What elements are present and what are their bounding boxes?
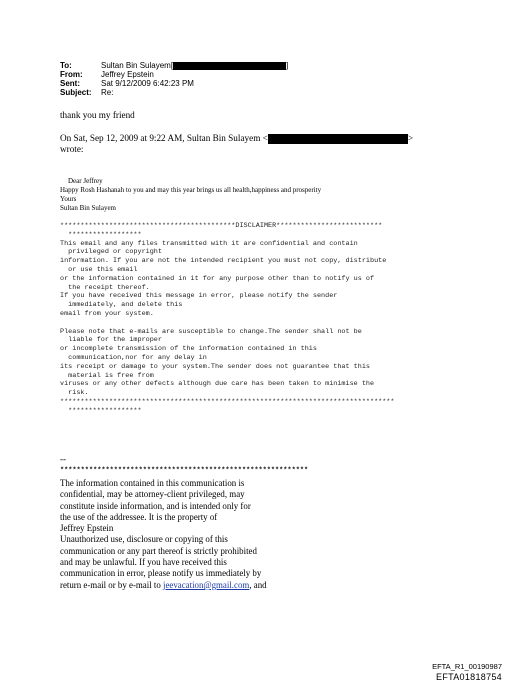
disclaimer-line: or incomplete transmission of the information contained in this <box>60 345 317 354</box>
disclaimer-line: ********************************************************************************** <box>60 397 395 406</box>
disclaimer-block <box>60 222 394 416</box>
disclaimer-line: its receipt or damage to your system.The sender does not guarantee that this <box>60 362 370 371</box>
disclaimer-line: viruses or any other defects although due care has been taken to minimise the <box>60 380 375 389</box>
quote-intro-line1: On Sat, Sep 12, 2009 at 9:22 AM, Sultan Bin Sulayem < <box>60 133 268 143</box>
last-line-prefix: return e-mail or by e-mail to <box>60 580 164 590</box>
signature-stars: ************************************************************ <box>60 467 309 475</box>
subject-label: Subject: <box>60 88 92 97</box>
disclaimer-line: email from your system. <box>60 309 154 318</box>
quoted-greeting: Dear Jeffrey <box>68 177 103 185</box>
quoted-signature: Sultan Bin Sulayem <box>60 204 116 212</box>
disclaimer-line: If you have received this message in error, please notify the sender <box>60 292 338 301</box>
disclaimer-line: or the information contained in it for any purpose other than to notify us of <box>60 274 375 283</box>
quoted-closing: Yours <box>60 195 77 203</box>
confidentiality-last-line <box>60 580 267 591</box>
disclaimer-line: risk. <box>60 389 89 398</box>
confidentiality-line: constitute inside information, and is intended only for <box>60 500 251 511</box>
email-header <box>60 61 360 101</box>
disclaimer-line: information. If you are not the intended recipient you must not copy, distribute <box>60 257 387 266</box>
quote-intro <box>60 133 413 144</box>
bates-id-2: EFTA01818754 <box>436 672 502 682</box>
to-name: Sultan Bin Sulayem[ <box>101 61 174 70</box>
redaction-block <box>268 134 408 144</box>
disclaimer-line: ****************** <box>60 230 142 239</box>
disclaimer-line: privileged or copyright <box>60 248 162 257</box>
disclaimer-line: ****************** <box>60 406 142 415</box>
from-label: From: <box>60 70 83 79</box>
reply-text: thank you my friend <box>60 110 135 120</box>
to-value <box>101 61 288 70</box>
from-value: Jeffrey Epstein <box>101 70 154 79</box>
sent-label: Sent: <box>60 79 80 88</box>
confidentiality-line: and may be unlawful. If you have received this <box>60 557 227 568</box>
confidentiality-line: the use of the addressee. It is the property of <box>60 511 218 522</box>
bates-id-1: EFTA_R1_00190987 <box>432 662 502 671</box>
disclaimer-line: immediately, and delete this <box>60 301 183 310</box>
subject-value: Re: <box>101 88 114 97</box>
disclaimer-line: communication,nor for any delay in <box>60 353 207 362</box>
email-link[interactable]: jeevacation@gmail.com <box>163 580 250 590</box>
confidentiality-line: communication or any part thereof is strictly prohibited <box>60 545 257 556</box>
disclaimer-line: liable for the improper <box>60 336 162 345</box>
confidentiality-line: The information contained in this communication is <box>60 478 245 488</box>
confidentiality-line: confidential, may be attorney-client privileged, may <box>60 489 245 500</box>
disclaimer-line: This email and any files transmitted with it are confidential and contain <box>60 239 358 248</box>
confidentiality-line: communication in error, please notify us immediately by <box>60 568 262 579</box>
quote-intro-wrote: wrote: <box>60 144 84 154</box>
disclaimer-line: material is free from <box>60 371 154 380</box>
to-bracket: ] <box>286 61 289 70</box>
redaction-block <box>173 61 289 70</box>
confidentiality-notice <box>60 478 261 580</box>
confidentiality-line: Jeffrey Epstein <box>60 523 114 534</box>
confidentiality-line: Unauthorized use, disclosure or copying of this <box>60 534 228 545</box>
last-line-suffix: , and <box>249 580 267 590</box>
disclaimer-line: Please note that e-mails are susceptible to change.The sender shall not be <box>60 327 362 336</box>
sent-value: Sat 9/12/2009 6:42:23 PM <box>101 79 194 88</box>
disclaimer-line <box>60 319 394 328</box>
disclaimer-line: *******************************************DISCLAIMER************************** <box>60 222 383 230</box>
quoted-body: Happy Rosh Hashanah to you and may this year brings us all health,happiness and prosperity <box>60 186 322 194</box>
disclaimer-line: or use this email <box>60 265 138 274</box>
to-label: To: <box>60 61 72 70</box>
quote-intro-bracket: > <box>407 133 414 143</box>
disclaimer-line: the receipt thereof. <box>60 283 150 292</box>
signature-dashes: -- <box>60 454 67 464</box>
